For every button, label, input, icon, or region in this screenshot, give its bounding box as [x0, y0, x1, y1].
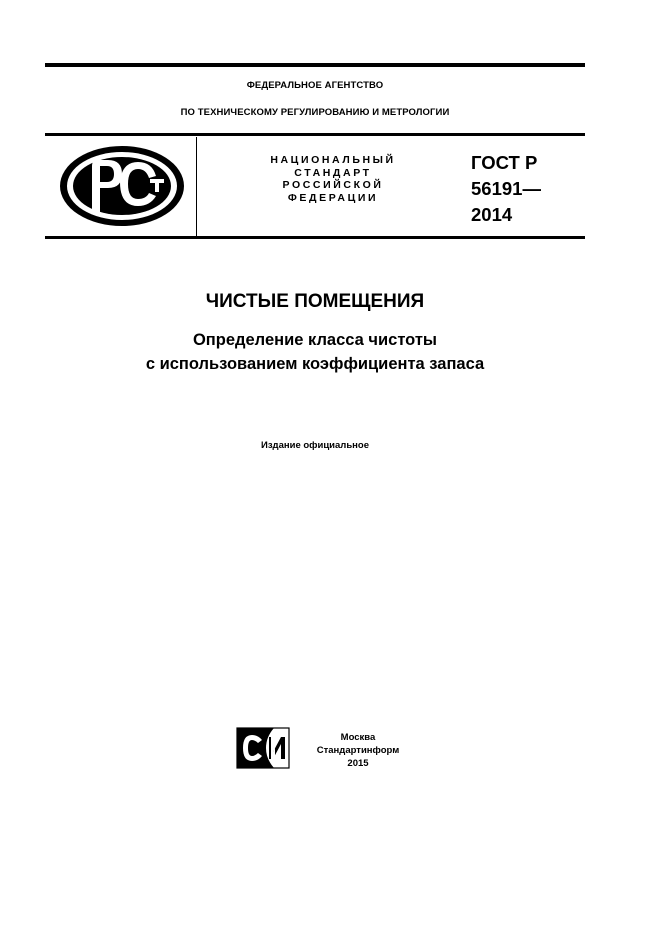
logo-divider: [196, 137, 197, 237]
document-title: ЧИСТЫЕ ПОМЕЩЕНИЯ: [205, 291, 425, 312]
publisher-year: 2015: [347, 758, 369, 769]
rst-logo-icon: [58, 144, 186, 228]
publisher-name: Стандартинформ: [316, 745, 400, 756]
standard-label-line-4: ФЕДЕРАЦИИ: [287, 191, 379, 204]
publisher-info: [313, 731, 403, 770]
edition-note: Издание официальное: [261, 440, 369, 451]
document-subtitle-line-1: Определение класса чистоты: [192, 331, 438, 349]
standard-label-line-2: СТАНДАРТ: [294, 166, 372, 179]
agency-line-1: ФЕДЕРАЛЬНОЕ АГЕНТСТВО: [246, 80, 384, 91]
standartinform-logo-icon: [236, 727, 290, 769]
publisher-city: Москва: [340, 732, 376, 743]
document-subtitle-line-2: с использованием коэффициента запаса: [145, 355, 485, 373]
agency-line-2: ПО ТЕХНИЧЕСКОМУ РЕГУЛИРОВАНИЮ И МЕТРОЛОГИИ: [180, 107, 450, 118]
standard-label: [248, 154, 418, 204]
standard-label-line-3: РОССИЙСКОЙ: [282, 179, 384, 191]
standard-label-line-1: НАЦИОНАЛЬНЫЙ: [270, 154, 396, 166]
standard-code: [471, 150, 541, 228]
standard-top-rule: [45, 133, 585, 136]
top-rule: [45, 63, 585, 67]
standard-code-line-1: ГОСТ Р: [471, 152, 538, 173]
standard-bottom-rule: [45, 236, 585, 239]
standard-code-line-2: 56191—: [471, 178, 541, 199]
standard-code-line-3: 2014: [471, 204, 513, 225]
